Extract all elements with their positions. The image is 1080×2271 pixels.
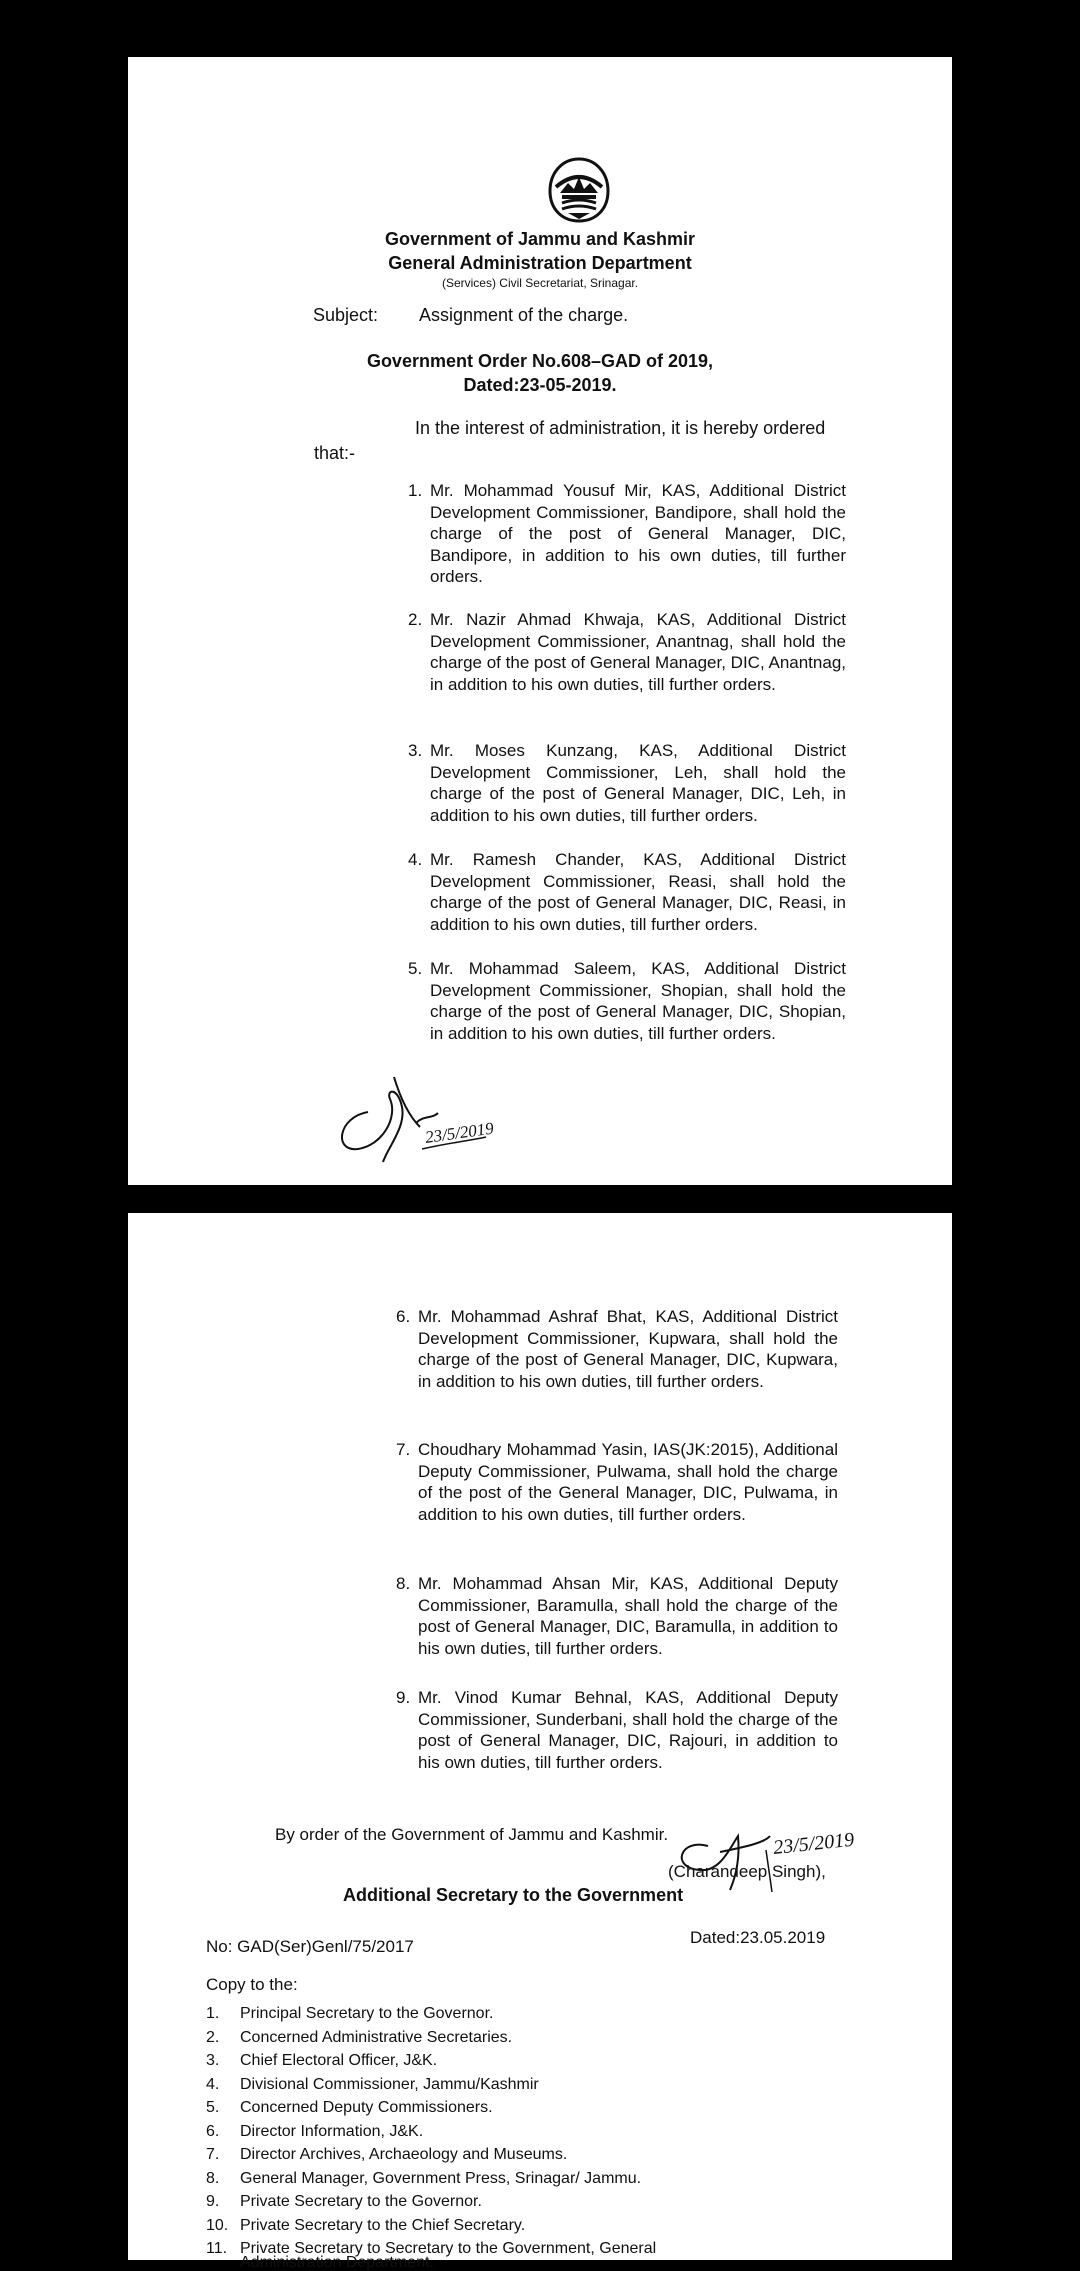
order-item [396, 1573, 838, 1659]
copy-list-number: 9. [206, 2193, 220, 2210]
order-item-number: 1. [408, 481, 423, 500]
copy-list-number: 4. [206, 2075, 220, 2093]
list-item [206, 2214, 656, 2238]
copy-list-text: General Manager, Government Press, Srinagar/ Jammu. [240, 2169, 642, 2187]
list-item [206, 2096, 656, 2120]
state-emblem-icon [548, 157, 610, 223]
copy-list-text: Concerned Administrative Secretaries. [240, 2028, 513, 2046]
copy-list-number: 7. [206, 2146, 220, 2163]
copy-list-text: Divisional Commissioner, Jammu/Kashmir [240, 2075, 539, 2093]
signature-date-2: 23/5/2019 [772, 1828, 856, 1859]
copy-list-text: Concerned Deputy Commissioners. [240, 2099, 493, 2116]
handwritten-signature [328, 1057, 495, 1167]
copy-list-number: 8. [206, 2169, 220, 2187]
order-number: Government Order No.608–GAD of 2019, [366, 351, 714, 371]
list-item [206, 2167, 656, 2191]
order-intro: In the interest of administration, it is hereby ordered [415, 418, 826, 438]
copy-list-number: 11. [206, 2240, 228, 2257]
signature-date-1: 23/5/2019 [423, 1118, 495, 1147]
subject-text: Assignment of the charge. [419, 305, 629, 325]
clipped-copy-line [206, 2254, 896, 2271]
order-item-number: 9. [396, 1688, 411, 1707]
copy-list-number: 2. [206, 2028, 220, 2046]
department-address: (Services) Civil Secretariat, Srinagar. [441, 276, 639, 290]
copy-list-text: Chief Electoral Officer, J&K. [240, 2052, 438, 2069]
reference-date: Dated:23.05.2019 [690, 1928, 826, 1947]
list-item [206, 2120, 656, 2144]
list-item [206, 2190, 656, 2214]
order-item-text: Mr. Mohammad Ashraf Bhat, KAS, Additional District Development Commissioner, Kupwara, shall hold the charge of the post of General Manager, DIC, Kupwara, in addition to his own duties, till further orders. [418, 1307, 838, 1391]
order-item-number: 5. [408, 959, 423, 978]
reference-number: No: GAD(Ser)Genl/75/2017 [206, 1937, 414, 1956]
order-item [408, 609, 846, 695]
copy-list-text: Principal Secretary to the Governor. [240, 2005, 494, 2022]
list-item [206, 2002, 656, 2026]
order-item [408, 849, 846, 935]
copy-list-text: Private Secretary to the Governor. [240, 2193, 482, 2210]
order-date: Dated:23-05-2019. [463, 375, 617, 395]
order-item-text: Mr. Moses Kunzang, KAS, Additional District Development Commissioner, Leh, shall hold the charge of the post of General Manager, DIC, Leh, in addition to his own duties, till further orders. [430, 741, 846, 825]
copy-list-number: 5. [206, 2099, 220, 2116]
subject-label: Subject: [313, 305, 379, 325]
copy-list-number: 3. [206, 2052, 220, 2069]
handwritten-signature [560, 1828, 890, 1893]
signer-name: (Charandeep Singh), [668, 1862, 826, 1881]
copy-list-number: 10. [206, 2216, 229, 2234]
order-item-text: Mr. Mohammad Yousuf Mir, KAS, Additional District Development Commissioner, Bandipore, shall hold the charge of the post of General Manager, DIC, Bandipore, in addition to his own duties, till further orders. [430, 481, 846, 586]
order-item-number: 2. [408, 610, 423, 629]
list-item [206, 2026, 656, 2050]
list-item [206, 2049, 656, 2073]
order-item-text: Mr. Nazir Ahmad Khwaja, KAS, Additional District Development Commissioner, Anantnag, shall hold the charge of the post of General Manager, DIC, Anantnag, in addition to his own duties, till further orders. [430, 610, 846, 694]
copy-list-text: Director Archives, Archaeology and Museums. [240, 2146, 568, 2163]
order-item-number: 4. [408, 850, 423, 869]
by-order-line: By order of the Government of Jammu and Kashmir. [275, 1825, 669, 1844]
government-title: Government of Jammu and Kashmir [384, 229, 696, 249]
order-item-text: Mr. Ramesh Chander, KAS, Additional District Development Commissioner, Reasi, shall hold the charge of the post of General Manager, DIC, Reasi, in addition to his own duties, till further orders. [430, 850, 846, 934]
copy-list-number: 1. [206, 2005, 220, 2022]
copy-list-number: 6. [206, 2122, 220, 2140]
order-item-text: Mr. Mohammad Ahsan Mir, KAS, Additional Deputy Commissioner, Baramulla, shall hold the charge of the post of General Manager, DIC, Baramulla, in addition to his own duties, till further orders. [418, 1574, 838, 1658]
order-item-text: Mr. Mohammad Saleem, KAS, Additional District Development Commissioner, Shopian, shall hold the charge of the post of General Manager, DIC, Shopian, in addition to his own duties, till further orders. [430, 959, 846, 1043]
list-item [206, 2143, 656, 2167]
order-item [396, 1306, 838, 1392]
order-item [396, 1687, 838, 1773]
order-item [408, 740, 846, 826]
copy-list-text: Private Secretary to the Chief Secretary. [240, 2216, 526, 2234]
order-item [408, 480, 846, 588]
copy-list [206, 2002, 656, 2261]
copy-list-text: Administration Department. [240, 2254, 434, 2271]
order-intro-continuation: that:- [314, 443, 356, 463]
order-item [396, 1439, 838, 1525]
list-item [206, 2073, 656, 2097]
order-item-number: 7. [396, 1440, 411, 1459]
department-title: General Administration Department [388, 253, 692, 273]
order-item-text: Choudhary Mohammad Yasin, IAS(JK:2015), Additional Deputy Commissioner, Pulwama, shall hold the charge of the post of the General Manager, DIC, Pulwama, in addition to his own duties, till further orders. [418, 1440, 838, 1524]
signer-designation: Additional Secretary to the Government [343, 1885, 684, 1905]
order-item-number: 8. [396, 1574, 411, 1593]
copy-list-text: Private Secretary to Secretary to the Government, General [240, 2240, 657, 2257]
copy-list-text: Director Information, J&K. [240, 2122, 424, 2140]
order-item-number: 3. [408, 741, 423, 760]
copy-to-label: Copy to the: [206, 1975, 298, 1994]
document-page-1 [128, 57, 952, 1185]
order-item [408, 958, 846, 1044]
order-item-text: Mr. Vinod Kumar Behnal, KAS, Additional Deputy Commissioner, Sunderbani, shall hold the charge of the post of General Manager, DIC, Rajouri, in addition to his own duties, till further orders. [418, 1688, 838, 1772]
order-item-number: 6. [396, 1307, 411, 1326]
